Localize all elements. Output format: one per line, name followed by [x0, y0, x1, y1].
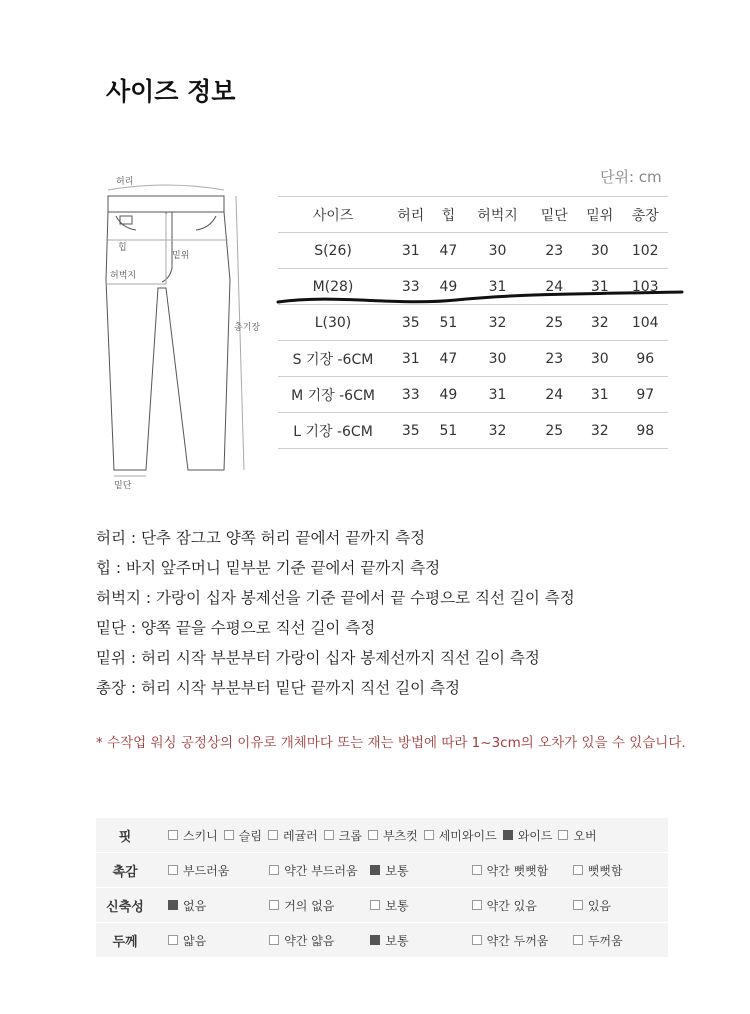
option-label: 약간 얇음 [284, 933, 335, 948]
diagram-label-hem: 밑단 [114, 481, 132, 490]
table-row [278, 413, 668, 449]
table-cell: 97 [622, 377, 668, 413]
checkbox-icon [573, 935, 583, 945]
option-label: 거의 없음 [284, 898, 335, 913]
attribute-label: 핏 [96, 818, 154, 853]
header-cell: 사이즈 [278, 197, 388, 233]
option-label: 약간 뻣뻣함 [486, 863, 549, 878]
table-cell: 35 [388, 413, 433, 449]
table-cell: 30 [577, 233, 622, 269]
checkbox-icon [573, 900, 583, 910]
option-label: 스키니 [183, 828, 218, 843]
diagram-label-length: 총기장 [234, 323, 261, 333]
pants-measurement-diagram [96, 170, 276, 490]
table-cell: 31 [577, 377, 622, 413]
page-title: 사이즈 정보 [106, 77, 236, 106]
table-cell: S(26) [278, 233, 388, 269]
table-cell: 31 [463, 269, 531, 305]
checkbox-icon [269, 865, 279, 875]
option [472, 862, 567, 879]
attribute-options [154, 827, 668, 844]
attribute-label: 촉감 [96, 853, 154, 888]
table-cell: 33 [388, 377, 433, 413]
size-table [278, 196, 668, 449]
description-line: 힙 : 바지 앞주머니 밑부분 기준 끝에서 끝까지 측정 [96, 559, 441, 577]
diagram-label-waist: 허리 [116, 177, 134, 187]
table-cell: 103 [622, 269, 668, 305]
diagram-label-thigh: 허벅지 [110, 271, 137, 281]
diagram-label-hip: 힙 [118, 243, 127, 253]
header-cell: 밑위 [577, 197, 622, 233]
measurement-descriptions [96, 523, 575, 703]
table-cell: 98 [622, 413, 668, 449]
option-label: 레귤러 [282, 828, 318, 843]
option-label: 약간 부드러움 [284, 863, 358, 878]
description-line: 허벅지 : 가랑이 십자 봉제선을 기준 끝에서 끝 수평으로 직선 길이 측정 [96, 589, 575, 607]
option [269, 897, 364, 914]
option-label: 보통 [385, 863, 409, 878]
attribute-label: 두께 [96, 923, 154, 958]
option-label: 보통 [385, 933, 409, 948]
table-cell: 31 [388, 233, 433, 269]
table-row [278, 377, 668, 413]
checkbox-icon [368, 830, 378, 840]
option [472, 932, 567, 949]
table-cell: 51 [433, 305, 463, 341]
table-cell: 33 [388, 269, 433, 305]
table-cell: 102 [622, 233, 668, 269]
checkbox-icon [269, 935, 279, 945]
table-cell: 104 [622, 305, 668, 341]
checkbox-icon [168, 830, 178, 840]
option-label: 부드러움 [183, 863, 230, 878]
option-skinny [168, 827, 218, 844]
option [573, 862, 668, 879]
checkbox-checked-icon [370, 865, 380, 875]
checkbox-icon [472, 935, 482, 945]
table-cell: 49 [433, 377, 463, 413]
checkbox-icon [224, 830, 234, 840]
table-cell: 30 [463, 233, 531, 269]
header-cell: 총장 [622, 197, 668, 233]
option-label: 부츠컷 [382, 828, 418, 843]
option-label: 두꺼움 [587, 933, 623, 948]
table-cell: S 기장 -6CM [278, 341, 388, 377]
table-cell: 24 [532, 269, 577, 305]
table-cell: 96 [622, 341, 668, 377]
checkbox-icon [324, 830, 334, 840]
table-cell: 23 [532, 341, 577, 377]
tolerance-note: * 수작업 워싱 공정상의 이유로 개체마다 또는 재는 방법에 따라 1~3cm의 오차가 있을 수 있습니다. [96, 735, 686, 751]
attribute-options [154, 932, 668, 949]
checkbox-checked-icon [168, 900, 178, 910]
attribute-row-stretch [96, 888, 668, 923]
option [472, 897, 567, 914]
unit-label: 단위: cm [600, 168, 662, 186]
option-bootcut [368, 827, 418, 844]
option-wide [503, 827, 553, 844]
header-cell: 밑단 [532, 197, 577, 233]
table-row [278, 233, 668, 269]
option-label: 와이드 [517, 828, 553, 843]
checkbox-icon [558, 830, 568, 840]
attribute-row-texture [96, 853, 668, 888]
description-line: 허리 : 단추 잠그고 양쪽 허리 끝에서 끝까지 측정 [96, 529, 426, 547]
option-label: 뻣뻣함 [587, 863, 623, 878]
option-over [558, 827, 596, 844]
option-label: 오버 [573, 828, 597, 843]
table-cell: 25 [532, 305, 577, 341]
option [269, 932, 364, 949]
table-cell: L 기장 -6CM [278, 413, 388, 449]
option [573, 897, 668, 914]
table-cell: 47 [433, 233, 463, 269]
option [370, 897, 465, 914]
option-label: 없음 [183, 898, 207, 913]
table-cell: 47 [433, 341, 463, 377]
option-label: 약간 두꺼움 [486, 933, 549, 948]
option-label: 크롭 [338, 828, 362, 843]
checkbox-icon [472, 900, 482, 910]
table-cell: 32 [463, 413, 531, 449]
hand-drawn-underline [276, 288, 686, 312]
checkbox-icon [573, 865, 583, 875]
option-label: 있음 [587, 898, 611, 913]
option [168, 897, 263, 914]
diagram-label-rise: 밑위 [172, 251, 190, 261]
option [269, 862, 364, 879]
option [370, 862, 465, 879]
table-cell: 23 [532, 233, 577, 269]
checkbox-icon [472, 865, 482, 875]
table-cell: 30 [463, 341, 531, 377]
header-cell: 허리 [388, 197, 433, 233]
description-line: 총장 : 허리 시작 부분부터 밑단 끝까지 직선 길이 측정 [96, 679, 460, 697]
table-cell: 35 [388, 305, 433, 341]
table-cell: 32 [577, 305, 622, 341]
table-cell: 51 [433, 413, 463, 449]
option-label: 보통 [385, 898, 409, 913]
attribute-options [154, 897, 668, 914]
table-cell: 31 [388, 341, 433, 377]
option-label: 얇음 [183, 933, 207, 948]
table-cell: 32 [463, 305, 531, 341]
product-attributes-table [96, 818, 668, 958]
header-cell: 허벅지 [463, 197, 531, 233]
table-cell: 30 [577, 341, 622, 377]
attribute-row-thickness [96, 923, 668, 958]
checkbox-icon [268, 830, 278, 840]
option-regular [268, 827, 318, 844]
table-cell: 31 [577, 269, 622, 305]
table-cell: 32 [577, 413, 622, 449]
attribute-options [154, 862, 668, 879]
option [168, 862, 263, 879]
description-line: 밑위 : 허리 시작 부분부터 가랑이 십자 봉제선까지 직선 길이 측정 [96, 649, 540, 667]
checkbox-icon [370, 900, 380, 910]
option-semi-wide [424, 827, 497, 844]
checkbox-icon [168, 865, 178, 875]
table-cell: M 기장 -6CM [278, 377, 388, 413]
table-cell: M(28) [278, 269, 388, 305]
option-crop [324, 827, 362, 844]
option [370, 932, 465, 949]
table-cell: 24 [532, 377, 577, 413]
attribute-label: 신축성 [96, 888, 154, 923]
table-cell: 31 [463, 377, 531, 413]
option [168, 932, 263, 949]
attribute-row-fit [96, 818, 668, 853]
header-cell: 힙 [433, 197, 463, 233]
size-table-header [278, 197, 668, 233]
checkbox-icon [424, 830, 434, 840]
table-cell: 49 [433, 269, 463, 305]
option-label: 세미와이드 [438, 828, 497, 843]
checkbox-checked-icon [370, 935, 380, 945]
option-label: 약간 있음 [486, 898, 537, 913]
option [573, 932, 668, 949]
table-cell: L(30) [278, 305, 388, 341]
option-slim [224, 827, 262, 844]
option-label: 슬림 [238, 828, 262, 843]
table-row [278, 341, 668, 377]
description-line: 밑단 : 양쪽 끝을 수평으로 직선 길이 측정 [96, 619, 376, 637]
table-cell: 25 [532, 413, 577, 449]
checkbox-checked-icon [503, 830, 513, 840]
checkbox-icon [168, 935, 178, 945]
checkbox-icon [269, 900, 279, 910]
